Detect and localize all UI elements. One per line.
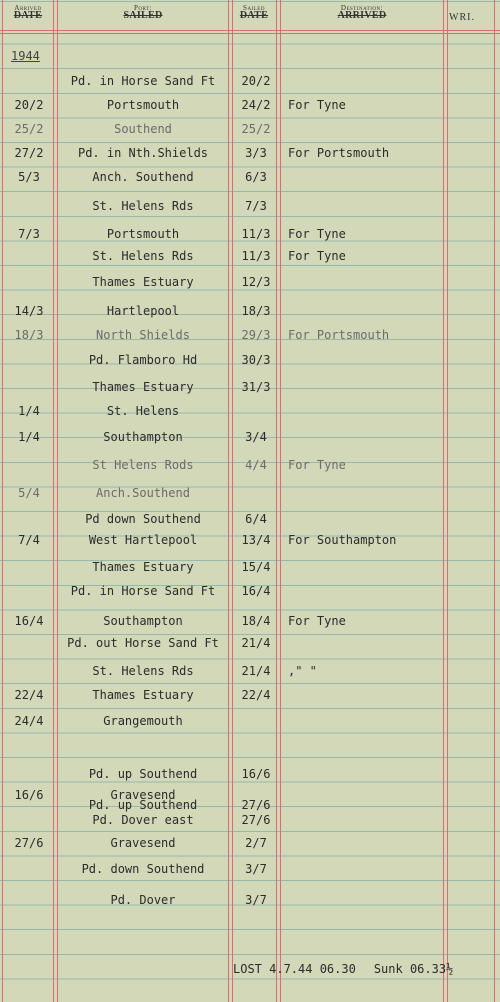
cell-sailed: 13/4 [241,533,271,547]
cell-sailed: 3/7 [245,862,267,876]
cell-sailed: 27/6 [241,813,271,827]
column-rule-destination-double [447,0,448,1002]
cell-sailed: 3/3 [245,146,267,160]
cell-destination: For Tyne [288,249,346,263]
cell-sailed: 3/4 [245,430,267,444]
cell-port: St. Helens Rds [92,664,194,678]
cell-port: Hartlepool [106,304,180,318]
cell-destination: For Southampton [288,533,397,547]
cell-port: Pd. in Nth.Shields [77,146,209,160]
cell-sailed: 18/4 [241,614,271,628]
cell-sailed: 27/6 [241,798,271,812]
cell-sailed: 20/2 [241,74,271,88]
header-destination: Destination: ARRIVED [337,4,387,21]
column-rule-port [228,0,229,1002]
cell-sailed: 4/4 [245,458,267,472]
cell-sailed: 16/6 [241,767,271,781]
cell-port: Thames Estuary [92,560,194,574]
cell-port: Pd. down Southend [81,862,205,876]
cell-arrived: 27/2 [14,146,44,160]
cell-port: Pd. up Southend [88,798,198,812]
cell-port: Thames Estuary [92,275,194,289]
cell-arrived: 22/4 [14,688,44,702]
cell-sailed: 21/4 [241,664,271,678]
cell-port: Portsmouth [106,227,180,241]
cell-sailed: 2/7 [245,836,267,850]
cell-sailed: 29/3 [241,328,271,342]
cell-port: Pd down Southend [85,512,201,526]
cell-sailed: 11/3 [241,249,271,263]
cell-sailed: 16/4 [241,584,271,598]
cell-port: Southampton [103,614,183,628]
cell-destination: For Tyne [288,227,346,241]
cell-port: St. Helens Rds [92,199,194,213]
cell-port: Pd. up Southend [88,767,198,781]
header-rule-double [0,33,500,34]
cell-destination: For Tyne [288,614,346,628]
cell-port: St. Helens Rds [92,249,194,263]
cell-port: St Helens Rods [92,458,194,472]
header-arrived: Arrived DATE [13,4,43,21]
header-sailed: Sailed DATE [239,4,269,21]
cell-arrived: 5/4 [18,486,40,500]
cell-arrived: 24/4 [14,714,44,728]
header-rule [0,30,500,31]
cell-sailed: 30/3 [241,353,271,367]
cell-sailed: 25/2 [241,122,271,136]
cell-arrived: 5/3 [18,170,40,184]
lost-note: LOST 4.7.44 06.30 [233,962,356,976]
cell-arrived: 16/6 [14,788,44,802]
cell-arrived: 14/3 [14,304,44,318]
cell-arrived: 1/4 [18,404,40,418]
cell-sailed: 3/7 [245,893,267,907]
column-rule-wri [494,0,495,1002]
cell-destination: ," " [288,664,317,678]
cell-arrived: 7/4 [18,533,40,547]
cell-port: Pd. Dover east [92,813,194,827]
sunk-note: Sunk 06.33½ [373,962,454,976]
cell-port: Southend [114,122,172,136]
cell-sailed: 7/3 [245,199,267,213]
cell-sailed: 12/3 [241,275,271,289]
cell-sailed: 15/4 [241,560,271,574]
header-wri: WRI. [449,12,475,23]
column-rule-sailed-double [280,0,281,1002]
cell-arrived: 27/6 [14,836,44,850]
cell-port: Pd. out Horse Sand Ft [67,636,219,650]
cell-destination: For Portsmouth [288,328,390,342]
cell-sailed: 18/3 [241,304,271,318]
cell-port: Gravesend [110,788,176,802]
cell-sailed: 6/4 [245,512,267,526]
cell-port: Anch.Southend [96,486,190,500]
cell-sailed: 24/2 [241,98,271,112]
cell-port: Thames Estuary [92,688,194,702]
cell-port: Pd. in Horse Sand Ft [70,584,216,598]
header-port: Port: SAILED [123,4,163,21]
cell-port: Southampton [103,430,183,444]
cell-destination: For Tyne [288,458,346,472]
cell-port: Anch. Southend [92,170,194,184]
cell-sailed: 6/3 [245,170,267,184]
footer-note [233,962,453,976]
cell-arrived: 1/4 [18,430,40,444]
cell-arrived: 7/3 [18,227,40,241]
cell-port: Pd. Dover [110,893,176,907]
cell-sailed: 31/3 [241,380,271,394]
cell-sailed: 11/3 [241,227,271,241]
cell-sailed: 21/4 [241,636,271,650]
column-rule-destination [443,0,444,1002]
cell-arrived: 25/2 [14,122,44,136]
cell-port: Thames Estuary [92,380,194,394]
cell-arrived: 18/3 [14,328,44,342]
margin-rule [2,0,3,1002]
cell-port: Gravesend [110,836,176,850]
cell-destination: For Portsmouth [288,146,390,160]
cell-port: Portsmouth [106,98,180,112]
cell-port: West Hartlepool [88,533,198,547]
cell-destination: For Tyne [288,98,346,112]
cell-arrived: 20/2 [14,98,44,112]
cell-port: Pd. Flamboro Hd [88,353,198,367]
cell-port: Pd. in Horse Sand Ft [70,74,216,88]
cell-port: St. Helens [106,404,180,418]
cell-sailed: 22/4 [241,688,271,702]
year-label: 1944 [11,49,40,63]
cell-port: Grangemouth [103,714,183,728]
cell-arrived: 16/4 [14,614,44,628]
cell-port: North Shields [96,328,190,342]
